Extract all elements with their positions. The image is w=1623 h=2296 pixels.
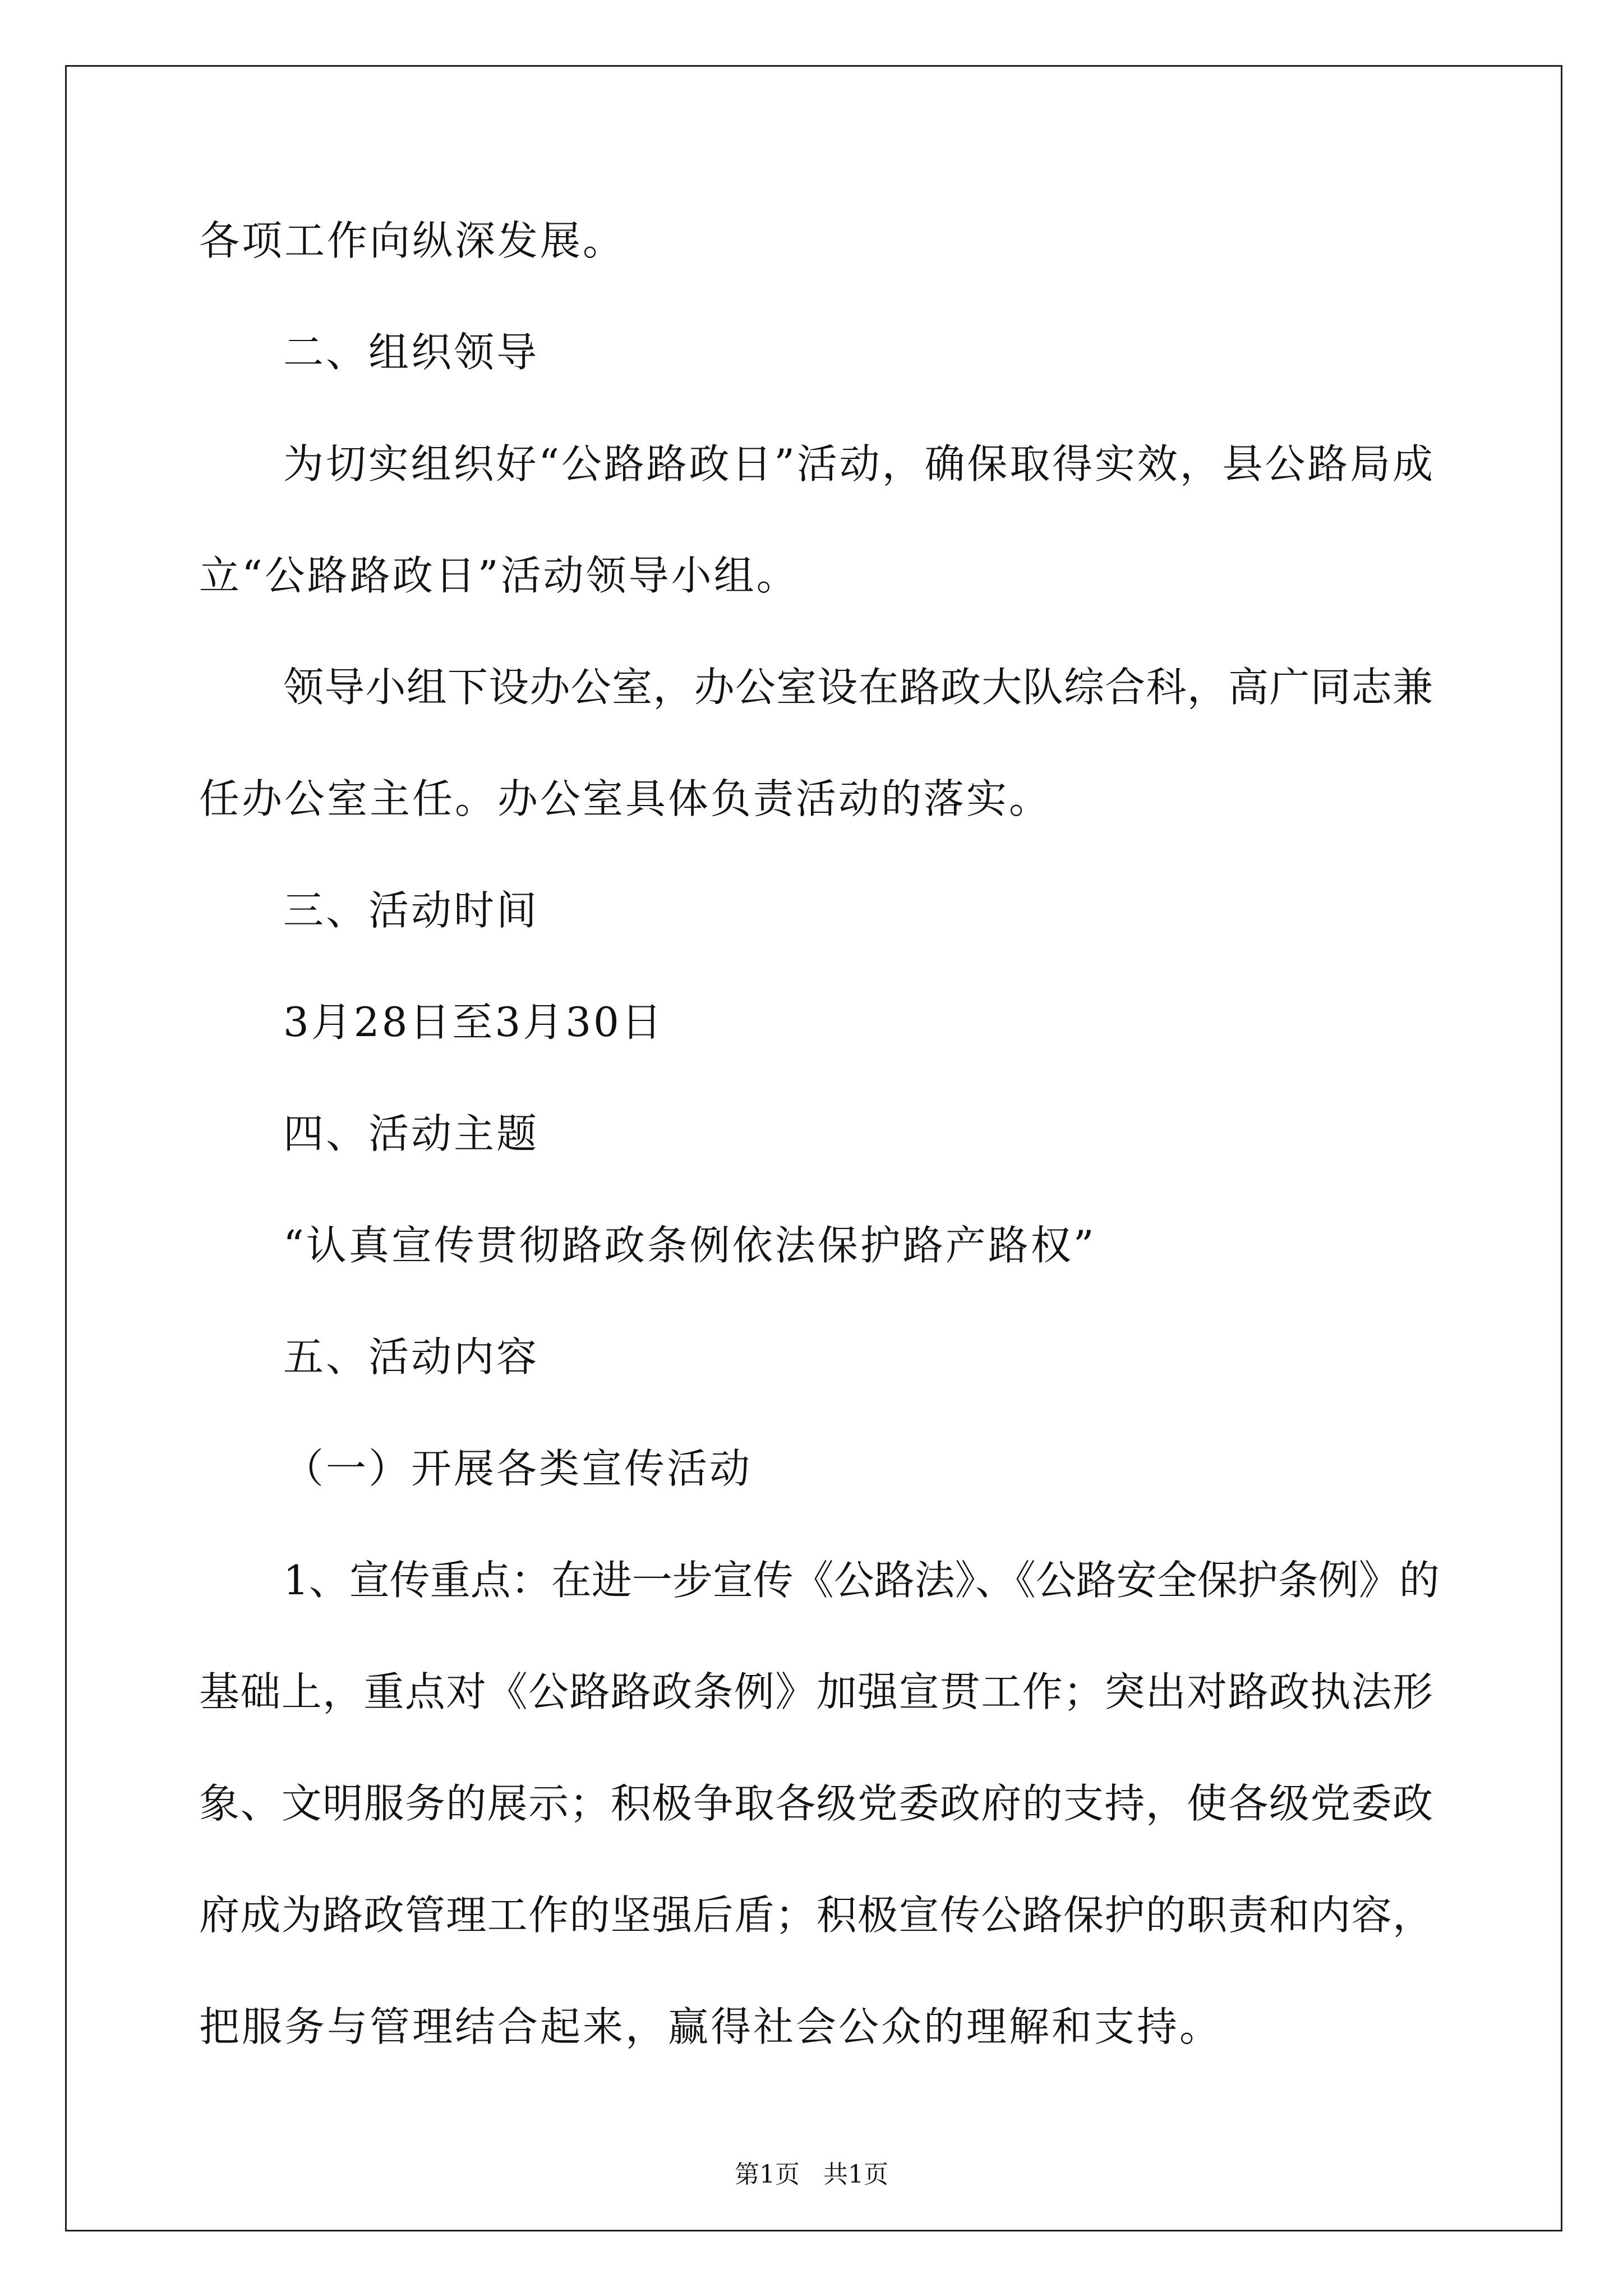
paragraph-line: 象、文明服务的展示；积极争取各级党委政府的支持，使各级党委政 bbox=[199, 1780, 1433, 1827]
paragraph-line: 基础上，重点对《公路路政条例》加强宣贯工作；突出对路政执法形 bbox=[199, 1668, 1433, 1715]
paragraph-line: 领导小组下设办公室，办公室设在路政大队综合科，高广同志兼 bbox=[283, 664, 1433, 711]
paragraph-line: 1、宣传重点：在进一步宣传《公路法》、《公路安全保护条例》的 bbox=[283, 1557, 1440, 1604]
paragraph-line: 把服务与管理结合起来，赢得社会公众的理解和支持。 bbox=[199, 2003, 1223, 2050]
paragraph-line: 府成为路政管理工作的坚强后盾；积极宣传公路保护的职责和内容， bbox=[199, 1892, 1433, 1939]
subsection-heading: （一）开展各类宣传活动 bbox=[283, 1445, 753, 1492]
section-heading: 三、活动时间 bbox=[283, 887, 540, 934]
paragraph-line: “认真宣传贯彻路政条例依法保护路产路权” bbox=[283, 1222, 1096, 1269]
section-heading: 四、活动主题 bbox=[283, 1110, 540, 1157]
section-heading: 二、组织领导 bbox=[283, 329, 540, 376]
paragraph-line: 立“公路路政日”活动领导小组。 bbox=[199, 552, 799, 599]
section-heading: 五、活动内容 bbox=[283, 1333, 540, 1381]
paragraph-line: 各项工作向纵深发展。 bbox=[199, 217, 626, 264]
paragraph-line: 为切实组织好“公路路政日”活动，确保取得实效，县公路局成 bbox=[283, 440, 1433, 487]
page-footer: 第1页 共1页 bbox=[735, 2160, 888, 2189]
paragraph-line: 任办公室主任。办公室具体负责活动的落实。 bbox=[199, 775, 1052, 822]
paragraph-line: 3月28日至3月30日 bbox=[283, 999, 664, 1046]
